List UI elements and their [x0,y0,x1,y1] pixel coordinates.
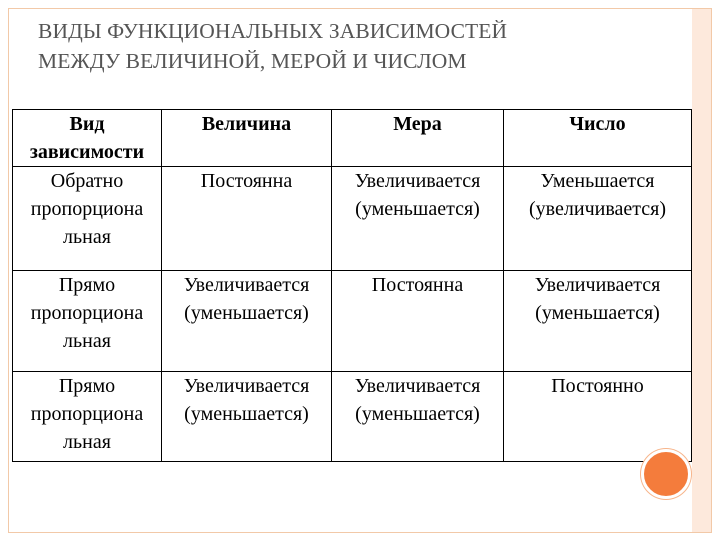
table-cell: Уменьшается (увеличивается) [504,167,692,271]
table-cell: Увеличивается (уменьшается) [332,372,504,462]
table-cell: Прямо пропорциона льная [13,271,162,372]
table-cell: Увеличивается (уменьшается) [504,271,692,372]
table-cell: Постоянно [504,372,692,462]
table-cell: Постоянна [332,271,504,372]
slide-frame-left [8,8,9,533]
slide-title-line-2: МЕЖДУ ВЕЛИЧИНОЙ, МЕРОЙ И ЧИСЛОМ [38,49,467,73]
header-cell-number: Число [504,110,692,167]
slide-frame-top [8,8,712,9]
dependency-table [12,109,692,462]
table-cell: Увеличивается (уменьшается) [162,372,332,462]
table-header-row [13,110,692,167]
slide-title [38,16,678,76]
slide-title-line-1: ВИДЫ ФУНКЦИОНАЛЬНЫХ ЗАВИСИМОСТЕЙ [38,19,508,43]
slide-frame-bottom [8,532,712,533]
header-cell-measure: Мера [332,110,504,167]
slide-frame-right [711,8,712,533]
table-row [13,372,692,462]
table-cell: Увеличивается (уменьшается) [162,271,332,372]
header-cell-dependency-type: Вид зависимости [13,110,162,167]
decorative-circle [641,449,691,499]
table-row [13,271,692,372]
table-cell: Постоянна [162,167,332,271]
table-cell: Обратно пропорциона льная [13,167,162,271]
table-row [13,167,692,271]
header-cell-quantity: Величина [162,110,332,167]
table-cell: Прямо пропорциона льная [13,372,162,462]
table-cell: Увеличивается (уменьшается) [332,167,504,271]
slide-decor-band [692,9,711,532]
